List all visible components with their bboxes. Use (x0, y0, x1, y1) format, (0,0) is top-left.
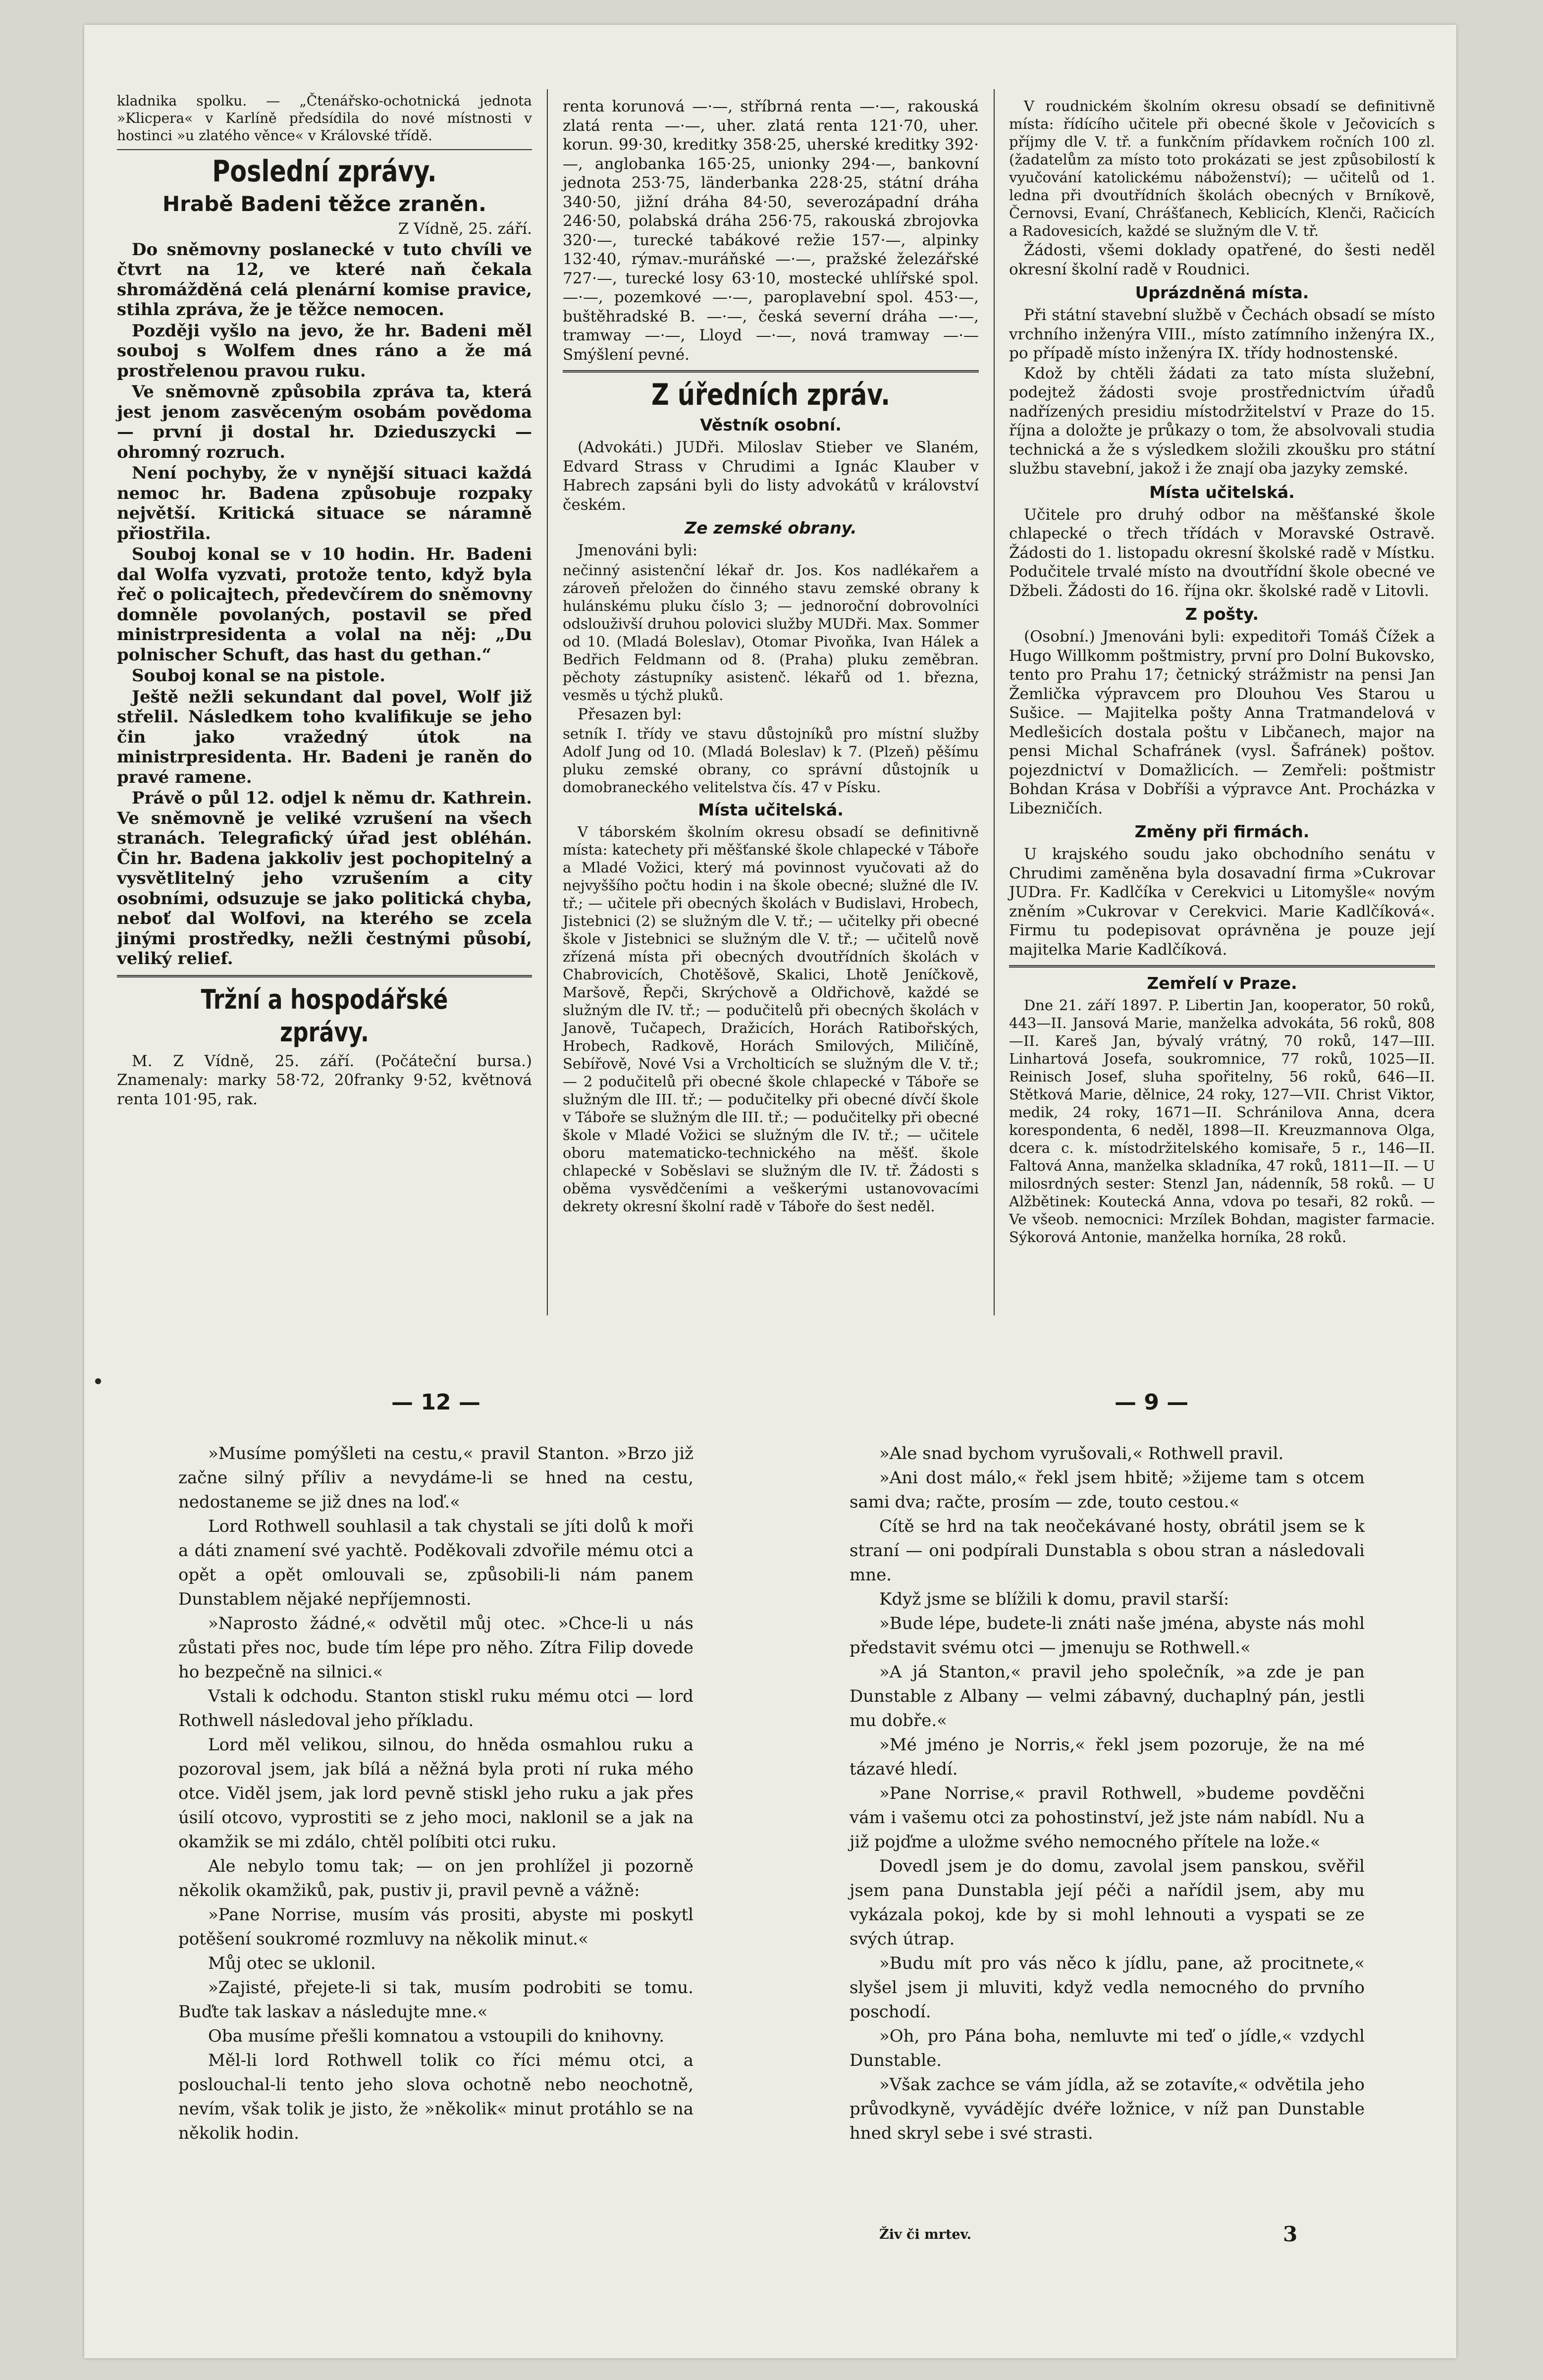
article-paragraph: Souboj konal se v 10 hodin. Hr. Badeni dal Wolfa vyzvati, protože tento, když byla řeč o policajtech, předevčírem do sněmovny domněle povolaných, postavil se před ministrpresidenta a volal na něj: „Du polnischer Schuft, das hast du gethan.“ (117, 544, 532, 665)
column-3 (1009, 97, 1435, 1247)
heading-teaching-posts: Místa učitelská. (698, 800, 844, 819)
article-paragraph: Ještě nežli sekundant dal povel, Wolf již střelil. Následkem toho kvalifikuje se jeho čin jako vražedný útok na ministrpresidenta. Hr. Badeni je raněn do pravé ramene. (117, 687, 532, 787)
novel-paragraph: Můj otec se uklonil. (208, 1953, 376, 1973)
novel-paragraph: Když jsme se blížili k domu, pravil starší: (879, 1589, 1229, 1609)
novel-paragraph: »Pane Norrise,« pravil Rothwell, »budeme povděčni vám i vašemu otci za pohostinství, jež jste nám nabídl. Nu a již pojďme a uložme svého nemocného přítele na lože.« (850, 1784, 1365, 1852)
novel-paragraph: »Budu mít pro vás něco k jídlu, pane, až procitnete,« slyšel jsem ji mluviti, když vedla nemocného do prvního poschodí. (850, 1953, 1365, 2022)
novel-paragraph: Dovedl jsem je do domu, zavolal jsem panskou, svěřil jsem pana Dunstabla její péči a nařídil jsem, aby mu vykázala pokoj, kde by si mohl lehnouti a vyspati se ze svých útrap. (850, 1856, 1365, 1949)
article-paragraph: Přesazen byl: (578, 705, 682, 723)
novel-paragraph: »Zajisté, přejete-li si tak, musím podrobiti se tomu. Buďte tak laskav a následujte mne.« (178, 1978, 693, 2022)
novel-paragraph: »Pane Norrise, musím vás prositi, abyste mi poskytl potěšení soukromé rozmluvy na několik minut.« (178, 1905, 693, 1949)
page-number-right: — 9 — (1115, 1390, 1189, 1415)
novel-paragraph: »A já Stanton,« pravil jeho společník, »a zde je pan Dunstable z Albany — velmi zábavný, duchaplný pán, jestli mu dobře.« (850, 1662, 1365, 1731)
article-paragraph: Kdož by chtěli žádati za tato místa služební, podejtež žádosti svoje prostřednictvím úřadů nadřízených presidiu místodržitelství v Praze do 15. října a doložte je průkazy o tom, že absolvovali studia technická a že s výsledkem složili zkoušku pro státní službu stavební, jakož i že znají oba jazyky zemské. (1009, 364, 1435, 478)
novel-paragraph: »Mé jméno je Norris,« řekl jsem pozoruje, že na mé tázavé hledí. (850, 1735, 1365, 1779)
novel-paragraph: »Musíme pomýšleti na cestu,« pravil Stanton. »Brzo již začne silný příliv a nevydáme-li se hned na cestu, nedostaneme se již dnes na loď.« (178, 1444, 693, 1512)
article-paragraph: Dne 21. září 1897. P. Libertin Jan, kooperator, 50 roků, 443—II. Jansová Marie, manželka advokáta, 56 roků, 808—II. Kareš Jan, bývalý vrátný, 70 roků, 147—III. Linhartová Josefa, soukromnice, 77 roků, 1025—II. Reinisch Josef, sluha spořitelny, 56 roků, 646—II. Stětková Marie, dělnice, 24 roky, 127—VII. Christ Viktor, medik, 24 roky, 1671—II. Schránilova Anna, dcera korespondenta, 6 neděl, 1898—II. Kreuzmannova Olga, dcera c. k. místodržitelského komisaře, 5 r., 146—II. Faltová Anna, manželka skladníka, 47 roků, 1811—II. — U milosrdných sester: Stenzl Jan, nádenník, 58 roků. — U Alžbětinek: Koutecká Anna, vdova po tesaři, 82 roků. — Ve všeob. nemocnici: Mrzílek Bohdan, magister farmacie. Sýkorová Antonie, manželka horníka, 28 roků. (1009, 997, 1435, 1245)
article-paragraph: Souboj konal se na pistole. (132, 666, 386, 686)
article-paragraph: (Osobní.) Jmenováni byli: expeditoři Tomáš Čížek a Hugo Willkomm poštmistry, první pro Dolní Bukovsko, tento pro Prahu 17; četnický strážmistr na pensi Jan Žemlička výpravcem pro Dlouhou Ves Starou u Sušice. — Majitelka pošty Anna Tratmandelová v Medlešicích dostala poštu v Libčanech, major na pensi Michal Schafránek (vysl. Šafránek) poštov. pojezdnictví v Domažlicích. — Zemřeli: poštmistr Bohdan Krása v Dobříši a výpravce Ant. Procházka v Libezničích. (1009, 628, 1435, 817)
market-paragraph: M. Z Vídně, 25. září. (Počáteční bursa.) Znamenaly: marky 58·72, 20franky 9·52, květnová renta 101·95, rak. (117, 1052, 532, 1108)
article-paragraph: V táborském školním okresu obsadí se definitivně místa: katechety při měšťanské škole chlapecké v Táboře a Mladé Vožici, který má povinnost vyučovati až do nejvyššího počtu hodin i na škole obecné; služné dle IV. tř.; — učitele při obecných školách v Budislavi, Hrobech, Jistebnici (2) se služným dle V. tř.; — učitelky při obecné škole v Jistebnici se služným dle V. tř.; — učitelů nově zřízená místa při obecných dvoutřídních školách v Chabrovicích, Chotěšově, Skalici, Lhotě Jeníčkově, Maršově, Řepči, Skrýchově a Oldřichově, každé se služným dle IV. tř.; — podučitelů při obecných školách v Janově, Tučapech, Dražicích, Horách Ratibořských, Hrobech, Radkově, Horách Smilových, Miličíně, Sebířově, Nové Vsi a Vrcholticích se služným dle V. tř.; — 2 podučitelů při obecné škole chlapecké v Táboře se služným dle III. tř.; — podučitelky při obecné dívčí škole v Táboře se služným dle III. tř.; — podučitelky při obecné škole v Mladé Vožici se služným dle IV. tř.; — učitele oboru matematicko-technického na měšť. škole chlapecké v Soběslavi se služným dle IV. tř. Žádosti s oběma vysvědčeními a veškerými ustanovovacími dekrety okresní školní radě v Táboře do šest neděl. (563, 823, 979, 1215)
novel-paragraph: »Ale snad bychom vyrušovali,« Rothwell pravil. (879, 1444, 1284, 1463)
novel-page-left (178, 1442, 693, 2146)
article-paragraph: Učitele pro druhý odbor na měšťanské škole chlapecké o třech třídách v Moravské Ostravě. Žádosti do 1. listopadu okresní školské radě v Místku. Podučitele trvalé místo na dvoutřídní škole obecné ve Džbeli. Žádosti do 16. října okr. školské radě v Litovli. (1009, 505, 1435, 600)
heading-land-defense: Ze zemské obrany. (685, 518, 857, 538)
novel-paragraph: Ale nebylo tomu tak; — on jen prohlížel ji pozorně několik okamžiků, pak, pustiv ji, pravil pevně a vážně: (178, 1856, 693, 1900)
novel-paragraph: Vstali k odchodu. Stanton stiskl ruku mému otci — lord Rothwell následoval jeho příkladu. (178, 1686, 693, 1731)
novel-page-right (850, 1442, 1365, 2146)
article-paragraph: U krajského soudu jako obchodního senátu v Chrudimi zaměněna byla dosavadní firma »Cukrovar JUDra. Fr. Kadlčíka v Cerekvici u Litomyšle« novým zněním »Cukrovar v Cerekvici. Marie Kadlčíková«. Firmu tu podepisovat oprávněna je pouze její majitelka Marie Kadlčíková. (1009, 845, 1435, 959)
article-paragraph: V roudnickém školním okresu obsadí se definitivně místa: řídícího učitele při obecné škole v Ječovicích s příjmy dle V. tř. a funkčním přídavkem ročních 100 zl. (žadatelům za místo toto prokázati se jest způsobilostí k vyučování katolickému náboženství); — učitelů od 1. ledna při dvoutřídních školách obecných v Brníkově, Černovsi, Evaní, Chrášťanech, Keblicích, Klenči, Račicích a Radovesicích, každé se služným dle V. tř. (1009, 98, 1435, 239)
novel-paragraph: »Bude lépe, budete-li znáti naše jména, abyste nás mohl představit svému otci — jmenuju se Rothwell.« (850, 1614, 1365, 1658)
heading-firms: Změny při firmách. (1134, 822, 1310, 841)
heading-vacancies: Uprázdněná místa. (1135, 283, 1309, 302)
novel-paragraph: »Naprosto žádné,« odvětil můj otec. »Chce-li u nás zůstati přes noc, bude tím lépe pro něho. Zítra Filip dovede ho bezpečně na silnici.« (178, 1614, 693, 1682)
article-paragraph: Jmenováni byli: (578, 541, 698, 559)
column-rule (994, 89, 995, 1315)
heading-personal: Věstník osobní. (700, 415, 842, 434)
novel-paragraph: Lord měl velikou, silnou, do hněda osmahlou ruku a pozoroval jsem, jak bílá a něžná byla proti ní ruka mého otce. Viděl jsem, jak lord pevně stiskl jeho ruku a jak přes úsilí otcovo, vyprostiti se z jeho moci, naklonil se a jak na okamžik se mi zdálo, chtěl políbiti otci ruku. (178, 1735, 693, 1852)
heading-post: Z pošty. (1185, 604, 1259, 624)
heading-market: Tržní a hospodářské zprávy. (201, 983, 448, 1048)
article-paragraph: Není pochyby, že v nynější situaci každá nemoc hr. Badena způsobuje rozpaky největší. Kritická situace se náramně přiostřila. (117, 463, 532, 543)
heading-deaths: Zemřelí v Praze. (1147, 974, 1297, 993)
headline-badeni: Hrabě Badeni těžce zraněn. (162, 192, 486, 216)
newspaper-sheet (84, 25, 1456, 2358)
page-footer-title: Živ či mrtev. (879, 2227, 971, 2242)
novel-paragraph: »Ani dost málo,« řekl jsem hbitě; »žijeme tam s otcem sami dva; račte, prosím — zde, touto cestou.« (850, 1468, 1365, 1512)
article-paragraph: Žádosti, všemi doklady opatřené, do šesti neděl okresní školní radě v Roudnici. (1009, 241, 1435, 278)
novel-paragraph: Cítě se hrd na tak neočekávané hosty, obrátil jsem se k straní — oni podpírali Dunstabla s obou stran a následovali mne. (850, 1516, 1365, 1585)
novel-paragraph: Měl-li lord Rothwell tolik co říci mému otci, a poslouchal-li tento jeho slova ochotně nebo neochotně, nevím, však tolik je jisto, že »několik« minut protáhlo se na několik hodin. (178, 2051, 693, 2143)
novel-paragraph: Lord Rothwell souhlasil a tak chystali se jíti dolů k moři a dáti znamení své yachtě. Poděkovali zdvořile mému otci a opět a opět omlouvali se, způsobili-li nám panem Dunstablem nějaké nepříjemnosti. (178, 1516, 693, 1609)
article-paragraph: Právě o půl 12. odjel k němu dr. Kathrein. Ve sněmovně je veliké vzrušení na všech stranách. Telegrafický úřad jest obléhán. Čin hr. Badena jakkoliv jest pochopitelný a vysvětlitelný jeho vzrušením a city osobními, odsuzuje se jako politická chyba, neboť dal Wolfovi, na kterého se zcela jinými prostředky, nežli čestnými působí, veliký relief. (117, 788, 532, 969)
page-number-left: — 12 — (391, 1390, 480, 1415)
article-paragraph: Ve sněmovně způsobila zpráva ta, která jest jenom zasvěceným osobám povědoma — první ji dostal hr. Dzieduszycki — ohromný rozruch. (117, 382, 532, 462)
novel-paragraph: »Oh, pro Pána boha, nemluvte mi teď o jídle,« vzdychl Dunstable. (850, 2026, 1365, 2070)
market-paragraph: renta korunová —·—, stříbrná renta —·—, rakouská zlatá renta —·—, uher. zlatá renta 121·70, uher. korun. 99·30, kreditky 358·25, uherské kreditky 392·—, anglobanka 165·25, unionky 294·—, bankovní jednota 253·75, länderbanka 228·25, státní dráha 340·50, jižní dráha 84·50, severozápadní dráha 246·50, polabská dráha 256·75, rakouská zbrojovka 320·—, turecké tabákové režie 157·—, alpinky 132·40, rýmav.-muráňské —·—, pražské železářské 727·—, turecké losy 63·10, mostecké uhlířské spol. —·—, pozemkové —·—, paroplavební spol. 453·—, buštěhradské B. —·—, česká severní dráha —·—, tramway —·—, Lloyd —·—, nová tramway —·— Smýšlení pevné. (563, 98, 979, 364)
heading-teaching-posts: Místa učitelská. (1149, 482, 1295, 502)
article-paragraph: setník I. třídy ve stavu důstojníků pro místní služby Adolf Jung od 10. (Mladá Boleslav) k 7. (Plzeň) pěšímu pluku zemské obrany, co správní důstojník u domobraneckého velitelstva čís. 47 v Písku. (563, 725, 979, 796)
article-paragraph: Při státní stavební službě v Čechách obsadí se místo vrchního inženýra VIII., místo zatímního inženýra IX., po případě místo inženýra IX. třídy hodnostenské. (1009, 306, 1435, 362)
margin-dot (95, 1378, 101, 1384)
signature-number: 3 (1283, 2222, 1298, 2246)
heading-official-news: Z úředních zpráv. (651, 378, 890, 412)
article-paragraph: (Advokáti.) JUDři. Miloslav Stieber ve Slaném, Edvard Strass v Chrudimi a Ignác Klauber v Habrech zapsáni byli do listy advokátů v království českém. (563, 438, 979, 514)
novel-paragraph: »Však zachce se vám jídla, až se zotavíte,« odvětila jeho průvodkyně, vyvádějíc dvéře ložnice, v níž pan Dunstable hned skryl sebe i své strasti. (850, 2075, 1365, 2143)
article-paragraph: nečinný asistenční lékař dr. Jos. Kos nadlékařem a zároveň přeložen do činného stavu zemské obrany k hulánskému pluku číslo 3; — jednoroční dobrovolníci odslouživší druhou polovici služby MUDři. Max. Sommer od 10. (Mladá Boleslav), Otomar Pivoňka, Ivan Hálek a Bedřich Feldmann od 8. (Praha) pluku zeměbran. pěchoty zástupníky asistenč. lékařů od 1. března, vesměs u týchž pluků. (563, 561, 979, 703)
heading-latest-news: Poslední zprávy. (212, 154, 437, 189)
article-paragraph: Později vyšlo na jevo, že hr. Badeni měl souboj s Wolfem dnes ráno a že má prostřelenou pravou ruku. (117, 321, 532, 381)
column-2 (563, 97, 979, 1216)
novel-paragraph: Oba musíme přešli komnatou a vstoupili do knihovny. (208, 2026, 665, 2046)
notice-paragraph: kladnika spolku. — „Čtenářsko-ochotnická jednota »Klicpera« v Karlíně předsídila do nové místnosti v hostinci »u zlatého věnce« v Královské třídě. (117, 93, 532, 144)
column-rule (547, 89, 548, 1315)
article-paragraph: Do sněmovny poslanecké v tuto chvíli ve čtvrt na 12, ve které naň čekala shromážděná celá plenární komise pravice, stihla zpráva, že je těžce nemocen. (117, 239, 532, 320)
column-1 (117, 92, 532, 1110)
dateline: Z Vídně, 25. září. (398, 220, 532, 238)
